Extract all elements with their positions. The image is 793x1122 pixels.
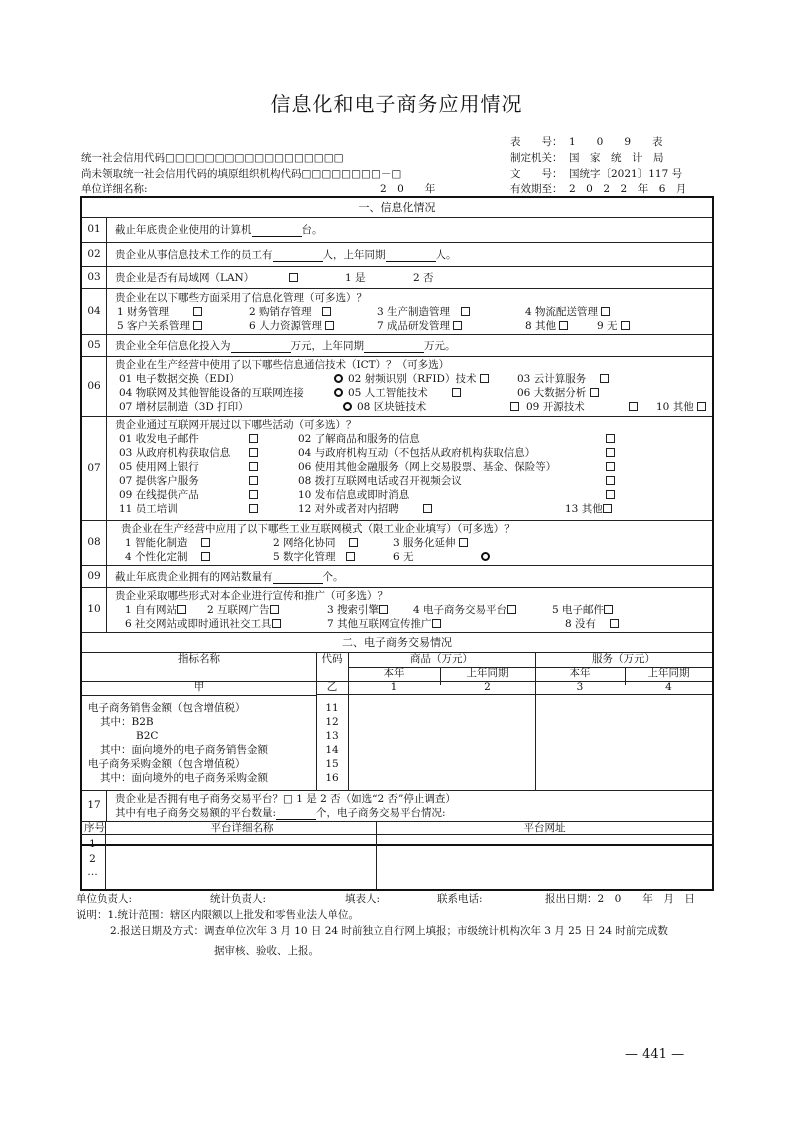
q07-option-13: 13 其他 bbox=[565, 503, 603, 515]
col-goods: 商品（万元） bbox=[410, 653, 473, 665]
q04-checkbox-1[interactable] bbox=[193, 307, 202, 316]
q10-checkbox-2[interactable] bbox=[270, 605, 279, 614]
footer-report-date: 报出日期：2 0 年 月 日 bbox=[545, 893, 695, 905]
q04-option-4: 4 物流配送管理 bbox=[525, 306, 599, 318]
q07-checkbox-08[interactable] bbox=[606, 476, 615, 485]
q04-checkbox-5[interactable] bbox=[193, 321, 202, 330]
table-row-code: 16 bbox=[325, 772, 339, 784]
q03-number: 03 bbox=[82, 267, 107, 288]
q05-input-current[interactable] bbox=[231, 342, 291, 353]
q04-checkbox-2[interactable] bbox=[322, 307, 331, 316]
q06-option-04: 04 物联网及其他智能设备的互联网连接 bbox=[119, 387, 304, 399]
table-row-code: 15 bbox=[325, 758, 339, 770]
q07-checkbox-04[interactable] bbox=[606, 448, 615, 457]
q04-row bbox=[82, 289, 712, 335]
col-indicator: 指标名称 bbox=[178, 653, 220, 665]
q06-checkbox-09[interactable] bbox=[629, 402, 638, 411]
q04-option-3: 3 生产制造管理 bbox=[377, 306, 451, 318]
q09-unit: 个。 bbox=[322, 571, 344, 583]
q07-checkbox-11[interactable] bbox=[249, 504, 258, 513]
q07-option-05: 05 使用网上银行 bbox=[119, 461, 199, 473]
q07-checkbox-13[interactable] bbox=[603, 504, 612, 513]
q08-radio-6[interactable] bbox=[481, 552, 490, 561]
q08-option-6: 6 无 bbox=[393, 551, 414, 563]
q06-radio-04[interactable] bbox=[334, 388, 343, 397]
q09-input[interactable] bbox=[273, 573, 323, 584]
platform-row-more: … bbox=[87, 866, 98, 878]
q06-checkbox-02[interactable] bbox=[480, 374, 489, 383]
q10-checkbox-6[interactable] bbox=[272, 619, 281, 628]
footer-unit-head: 单位负责人: bbox=[76, 893, 133, 905]
label-a: 甲 bbox=[193, 681, 205, 693]
q06-option-03: 03 云计算服务 bbox=[517, 373, 587, 385]
q03-text: 贵企业是否有局域网（LAN） bbox=[115, 272, 255, 284]
q07-checkbox-07[interactable] bbox=[249, 476, 258, 485]
q01-unit: 台。 bbox=[301, 224, 323, 236]
page-number: — 441 — bbox=[625, 1047, 685, 1062]
form-number: 表 号： 1 0 9 表 bbox=[510, 136, 663, 148]
q10-option-7: 7 其他互联网宣传推广 bbox=[327, 618, 432, 630]
q07-option-01: 01 收发电子邮件 bbox=[119, 433, 199, 445]
q07-row bbox=[82, 417, 712, 521]
footer-phone: 联系电话: bbox=[437, 893, 483, 905]
q10-option-1: 1 自有网站 bbox=[125, 604, 178, 616]
q06-option-08: 08 区块链技术 bbox=[357, 401, 427, 413]
q08-option-5: 5 数字化管理 bbox=[273, 551, 336, 563]
q07-checkbox-10[interactable] bbox=[606, 490, 615, 499]
label-b: 乙 bbox=[326, 681, 338, 693]
table-row-code: 14 bbox=[325, 744, 339, 756]
q02-unit: 人。 bbox=[435, 249, 457, 261]
valid-until: 有效期至： 2 0 2 2 年 6 月 bbox=[510, 183, 687, 195]
q17-question: 贵企业是否拥有电子商务交易平台？□ 1 是 2 否（如选“2 否”停止调查） bbox=[115, 793, 456, 805]
q07-option-10: 10 发布信息或即时消息 bbox=[298, 489, 410, 501]
q10-option-3: 3 搜索引擎 bbox=[327, 604, 380, 616]
q06-text: 贵企业在生产经营中使用了以下哪些信息通信技术（ICT）？（可多选） bbox=[115, 359, 450, 371]
q10-option-2: 2 互联网广告 bbox=[207, 604, 270, 616]
q04-checkbox-9[interactable] bbox=[621, 321, 630, 330]
q10-checkbox-1[interactable] bbox=[177, 605, 186, 614]
q07-checkbox-01[interactable] bbox=[249, 434, 258, 443]
section1-title: 一、信息化情况 bbox=[82, 198, 712, 218]
q06-option-09: 09 开源技术 bbox=[526, 401, 585, 413]
q02-text: 贵企业从事信息技术工作的员工有 bbox=[115, 249, 273, 261]
q08-row bbox=[82, 521, 712, 566]
q07-number: 07 bbox=[82, 417, 107, 520]
page-title: 信息化和电子商务应用情况 bbox=[270, 92, 523, 116]
col-code: 代码 bbox=[321, 653, 343, 665]
q06-checkbox-05[interactable] bbox=[452, 388, 461, 397]
table-row-name: 其中：面向境外的电子商务采购金额 bbox=[100, 772, 268, 784]
q08-option-4: 4 个性化定制 bbox=[125, 551, 188, 563]
doc-number: 文 号： 国统字〔2021〕117 号 bbox=[510, 168, 683, 180]
q05-number: 05 bbox=[82, 335, 107, 356]
q08-option-1: 1 智能化制造 bbox=[125, 537, 188, 549]
platform-row-1: 1 bbox=[89, 838, 96, 850]
q07-checkbox-12[interactable] bbox=[423, 504, 432, 513]
q05-unit: 万元。 bbox=[424, 340, 456, 352]
footer-stat-head: 统计负责人: bbox=[210, 893, 267, 905]
footer-filler: 填表人: bbox=[345, 893, 381, 905]
unit-name-field[interactable]: 单位详细名称: bbox=[81, 183, 148, 195]
q07-option-12: 12 对外或者对内招聘 bbox=[298, 503, 399, 515]
table-row-name: 电子商务销售金额（包含增值税） bbox=[88, 702, 246, 714]
q04-option-6: 6 人力资源管理 bbox=[249, 320, 323, 332]
q04-checkbox-4[interactable] bbox=[601, 307, 610, 316]
q10-checkbox-8[interactable] bbox=[610, 619, 619, 628]
footer-note-2-cont: 据审核、验收、上报。 bbox=[214, 945, 319, 957]
label-2: 2 bbox=[484, 681, 491, 693]
survey-form bbox=[80, 196, 714, 846]
agency: 制定机关： 国 家 统 计 局 bbox=[510, 152, 664, 164]
q06-option-06: 06 大数据分析 bbox=[517, 387, 587, 399]
platform-row-2: 2 bbox=[89, 853, 96, 865]
q10-option-6: 6 社交网站或即时通讯社交工具 bbox=[125, 618, 272, 630]
q10-checkbox-3[interactable] bbox=[379, 605, 388, 614]
table-row-code: 11 bbox=[325, 702, 339, 714]
platform-col-seq: 序号 bbox=[84, 822, 105, 834]
col-goods-last-year: 上年同期 bbox=[466, 667, 509, 679]
q07-option-11: 11 员工培训 bbox=[119, 503, 178, 515]
ecommerce-table bbox=[82, 653, 712, 790]
q07-option-04: 04 与政府机构互动（不包括从政府机构获取信息） bbox=[298, 447, 536, 459]
q09-text: 截止年底贵企业拥有的网站数量有 bbox=[115, 571, 273, 583]
label-1: 1 bbox=[390, 681, 398, 693]
q07-text: 贵企业通过互联网开展过以下哪些活动（可多选）？ bbox=[115, 419, 357, 431]
q10-checkbox-5[interactable] bbox=[604, 605, 613, 614]
org-code-field[interactable]: 尚未领取统一社会信用代码的填原组织机构代码□□□□□□□□－□ bbox=[81, 168, 402, 180]
year-field: 2 0 年 bbox=[380, 183, 436, 195]
q07-option-02: 02 了解商品和服务的信息 bbox=[298, 433, 420, 445]
q08-checkbox-4[interactable] bbox=[201, 552, 210, 561]
q07-option-08: 08 拨打互联网电话或召开视频会议 bbox=[298, 475, 462, 487]
credit-code-field[interactable]: 统一社会信用代码□□□□□□□□□□□□□□□□□□ bbox=[81, 152, 344, 164]
q08-option-3: 3 服务化延伸 bbox=[393, 537, 456, 549]
q08-text: 贵企业在生产经营中应用了以下哪些工业互联网模式（限工业企业填写）（可多选）？ bbox=[121, 523, 515, 535]
q07-checkbox-03[interactable] bbox=[249, 448, 258, 457]
q02-row bbox=[82, 243, 712, 267]
q05-text-b: 万元，上年同期 bbox=[290, 340, 364, 352]
q07-option-07: 07 提供客户服务 bbox=[119, 475, 199, 487]
q10-row bbox=[82, 588, 712, 633]
table-row-name: 电子商务采购金额（包含增值税） bbox=[88, 758, 246, 770]
q01-input[interactable] bbox=[252, 226, 302, 237]
table-row-name: 其中：B2B bbox=[100, 716, 154, 728]
q10-option-8: 8 没有 bbox=[565, 618, 597, 630]
table-row-name: 其中：面向境外的电子商务销售金额 bbox=[100, 744, 268, 756]
platform-col-url: 平台网址 bbox=[523, 822, 566, 834]
q04-checkbox-8[interactable] bbox=[559, 321, 568, 330]
q04-option-5: 5 客户关系管理 bbox=[117, 320, 191, 332]
q04-checkbox-3[interactable] bbox=[461, 307, 470, 316]
q08-checkbox-5[interactable] bbox=[346, 552, 355, 561]
q17-number: 17 bbox=[82, 791, 107, 821]
footer-note-2: 2.报送日期及方式：调查单位次年 3 月 10 日 24 时前独立自行网上填报；市级统计机构次年 3 月 25 日 24 时前完成数 bbox=[110, 925, 668, 937]
q05-row bbox=[82, 335, 712, 357]
q04-option-8: 8 其他 bbox=[525, 320, 557, 332]
q17-platform-info-label: 个，电子商务交易平台情况: bbox=[316, 807, 446, 819]
q06-checkbox-10[interactable] bbox=[697, 402, 706, 411]
q04-text: 贵企业在以下哪些方面采用了信息化管理（可多选）？ bbox=[115, 292, 367, 304]
q09-row bbox=[82, 566, 712, 588]
q07-checkbox-02[interactable] bbox=[606, 434, 615, 443]
q06-checkbox-08[interactable] bbox=[510, 402, 519, 411]
table-row-code: 12 bbox=[325, 716, 339, 728]
q10-option-5: 5 电子邮件 bbox=[552, 604, 605, 616]
q04-number: 04 bbox=[82, 289, 107, 334]
col-service-last-year: 上年同期 bbox=[647, 667, 690, 679]
q10-checkbox-7[interactable] bbox=[432, 619, 441, 628]
q06-radio-07[interactable] bbox=[343, 402, 352, 411]
q04-checkbox-7[interactable] bbox=[453, 321, 462, 330]
q06-radio-01[interactable] bbox=[334, 374, 343, 383]
q08-number: 08 bbox=[82, 521, 107, 565]
q17-row bbox=[82, 790, 712, 822]
q03-option-yes[interactable]: 1 是 bbox=[345, 272, 366, 284]
q01-row bbox=[82, 218, 712, 243]
q06-checkbox-06[interactable] bbox=[590, 388, 599, 397]
col-service-this-year: 本年 bbox=[569, 667, 591, 679]
q07-checkbox-06[interactable] bbox=[606, 462, 615, 471]
col-service: 服务（万元） bbox=[592, 653, 655, 665]
q07-checkbox-09[interactable] bbox=[249, 490, 258, 499]
q07-option-09: 09 在线提供产品 bbox=[119, 489, 199, 501]
q06-option-10: 10 其他 bbox=[656, 401, 694, 413]
q06-option-01: 01 电子数据交换（EDI） bbox=[119, 373, 240, 385]
q02-input-current[interactable] bbox=[273, 251, 323, 262]
q08-checkbox-2[interactable] bbox=[349, 538, 358, 547]
col-goods-this-year: 本年 bbox=[383, 667, 405, 679]
q04-option-7: 7 成品研发管理 bbox=[377, 320, 451, 332]
q04-option-2: 2 购销存管理 bbox=[249, 306, 312, 318]
q08-checkbox-1[interactable] bbox=[201, 538, 210, 547]
q02-text-b: 人，上年同期 bbox=[322, 249, 386, 261]
q07-option-06: 06 使用其他金融服务（网上交易股票、基金、保险等） bbox=[298, 461, 557, 473]
q06-option-07: 07 增材层制造（3D 打印） bbox=[119, 401, 249, 413]
q17-platform-count-input[interactable] bbox=[276, 809, 316, 820]
q10-number: 10 bbox=[82, 588, 107, 632]
q08-checkbox-3[interactable] bbox=[459, 538, 468, 547]
q03-option-no[interactable]: 2 否 bbox=[413, 272, 434, 284]
platform-col-name: 平台详细名称 bbox=[210, 822, 274, 834]
section2-title: 二、电子商务交易情况 bbox=[82, 633, 712, 653]
q04-checkbox-6[interactable] bbox=[325, 321, 334, 330]
q03-row bbox=[82, 267, 712, 289]
table-row-code: 13 bbox=[325, 730, 339, 742]
q01-text: 截止年底贵企业使用的计算机 bbox=[115, 224, 252, 236]
label-4: 4 bbox=[665, 681, 672, 693]
q03-checkbox[interactable] bbox=[289, 273, 298, 282]
footer-note-1: 说明：1.统计范围：辖区内限额以上批发和零售业法人单位。 bbox=[76, 909, 360, 921]
q04-option-1: 1 财务管理 bbox=[117, 306, 170, 318]
table-row-name: B2C bbox=[136, 730, 159, 742]
q08-option-2: 2 网络化协同 bbox=[273, 537, 336, 549]
q06-option-02: 02 射频识别（RFID）技术 bbox=[348, 373, 477, 385]
q02-input-prior[interactable] bbox=[386, 251, 436, 262]
q10-text: 贵企业采取哪些形式对本企业进行宣传和推广（可多选）？ bbox=[115, 590, 388, 602]
q01-number: 01 bbox=[82, 218, 107, 242]
q17-platform-count-label: 其中有电子商务交易额的平台数量: bbox=[115, 807, 277, 819]
q05-text: 贵企业全年信息化投入为 bbox=[115, 340, 231, 352]
q10-option-4: 4 电子商务交易平台 bbox=[413, 604, 508, 616]
q02-number: 02 bbox=[82, 243, 107, 266]
q06-number: 06 bbox=[82, 357, 107, 416]
q07-checkbox-05[interactable] bbox=[249, 462, 258, 471]
q10-checkbox-4[interactable] bbox=[507, 605, 516, 614]
q07-option-03: 03 从政府机构获取信息 bbox=[119, 447, 231, 459]
q06-row bbox=[82, 357, 712, 417]
q06-option-05: 05 人工智能技术 bbox=[348, 387, 428, 399]
label-3: 3 bbox=[576, 681, 584, 693]
q04-option-9: 9 无 bbox=[597, 320, 618, 332]
q05-input-prior[interactable] bbox=[364, 342, 424, 353]
q09-number: 09 bbox=[82, 566, 107, 587]
q06-checkbox-03[interactable] bbox=[600, 374, 609, 383]
